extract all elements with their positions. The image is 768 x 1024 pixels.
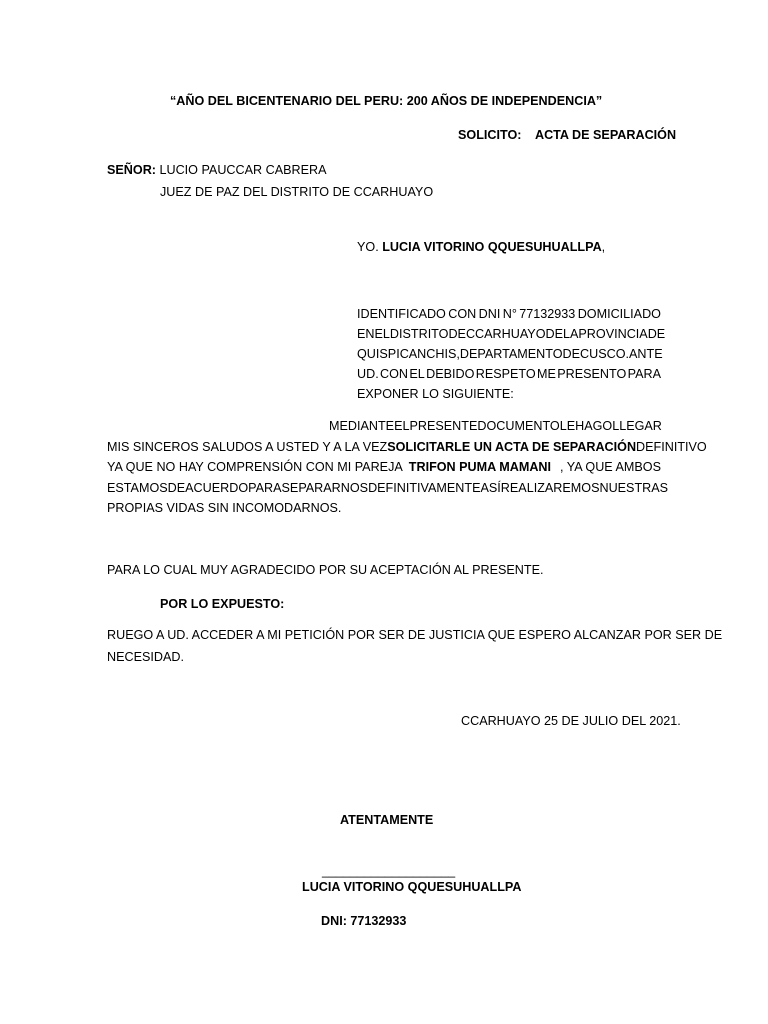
body-text: YA QUE NO HAY COMPRENSIÓN CON MI PAREJA <box>107 460 403 474</box>
body-paragraph <box>107 416 707 519</box>
body-line <box>107 457 661 478</box>
word: EN <box>357 327 375 341</box>
identification-line <box>357 364 661 384</box>
word: ME <box>537 367 556 381</box>
petitioner-name: LUCIA VITORINO QQUESUHUALLPA <box>382 240 602 254</box>
por-lo-expuesto: POR LO EXPUESTO: <box>160 597 285 611</box>
addressee-title: JUEZ DE PAZ DEL DISTRITO DE CCARHUAYO <box>160 185 434 199</box>
intro-comma: , <box>601 240 606 254</box>
signature-line: ___________________ <box>322 864 456 878</box>
identification-line <box>357 344 661 364</box>
word: PARA <box>248 480 282 495</box>
atentamente: ATENTAMENTE <box>340 813 434 827</box>
word: DE <box>167 480 186 495</box>
word: ACUERDO <box>185 480 249 495</box>
word: DEBIDO <box>426 367 475 381</box>
word: QUISPICANCHIS, <box>357 347 460 361</box>
word: DOMICILIADO <box>577 307 661 321</box>
word: ASÍ <box>480 480 501 495</box>
word: DE <box>562 347 581 361</box>
word: ESTAMOS <box>107 480 168 495</box>
word: LLEGAR <box>612 419 662 433</box>
word: PROVINCIA <box>578 327 648 341</box>
body-highlight: SOLICITARLE UN ACTA DE SEPARACIÓN <box>387 439 637 454</box>
word: CCARHUAYO <box>465 327 546 341</box>
identification-line <box>357 324 666 344</box>
word: SEPARARNOS <box>281 480 369 495</box>
body-line <box>107 478 669 499</box>
word: MEDIANTE <box>329 419 395 433</box>
identification-paragraph <box>357 304 666 404</box>
year-motto: “AÑO DEL BICENTENARIO DEL PERU: 200 AÑOS DE INDEPENDENCIA” <box>170 94 603 108</box>
request-line-1: RUEGO A UD. ACCEDER A MI PETICIÓN POR SER DE JUSTICIA QUE ESPERO ALCANZAR POR SER DE <box>107 628 723 642</box>
word: DOCUMENTO <box>477 419 560 433</box>
addressee-label: SEÑOR: <box>107 163 156 177</box>
word: DE <box>647 327 666 341</box>
word: CON <box>380 367 409 381</box>
body-text: MIS SINCEROS SALUDOS A USTED Y A LA VEZ <box>107 439 388 454</box>
body-line <box>329 416 661 437</box>
request-line-2: NECESIDAD. <box>107 650 184 664</box>
word: CON <box>448 307 477 321</box>
word: REALIZAREMOS <box>500 480 600 495</box>
intro-yo: YO. <box>357 240 379 254</box>
word: PRESENTE <box>409 419 478 433</box>
word: PARA <box>627 367 661 381</box>
word: PRESENTO <box>557 367 627 381</box>
thanks-line: PARA LO CUAL MUY AGRADECIDO POR SU ACEPTACIÓN AL PRESENTE. <box>107 563 544 577</box>
body-line: PROPIAS VIDAS SIN INCOMODARNOS. <box>107 501 342 515</box>
word: ANTE <box>629 347 663 361</box>
word: DEPARTAMENTO <box>459 347 563 361</box>
body-text-group <box>409 457 661 478</box>
word: 77132933 <box>519 307 576 321</box>
word: UD. <box>357 367 379 381</box>
word: DISTRITO <box>389 327 449 341</box>
identification-line: EXPONER LO SIGUIENTE: <box>357 387 514 401</box>
body-text: , YA QUE AMBOS <box>559 460 661 474</box>
signer-name: LUCIA VITORINO QQUESUHUALLPA <box>302 880 522 894</box>
solicito-line <box>458 128 676 144</box>
word: EL <box>394 419 410 433</box>
word: DE <box>545 327 563 341</box>
word: EL <box>374 327 390 341</box>
solicito-value: ACTA DE SEPARACIÓN <box>534 128 677 142</box>
solicito-label: SOLICITO: <box>458 128 522 142</box>
body-text: DEFINITIVO <box>636 439 707 454</box>
intro-line <box>357 240 605 256</box>
word: HAGO <box>575 419 613 433</box>
identification-line <box>357 304 661 324</box>
word: LE <box>559 419 576 433</box>
word: CUSCO. <box>580 347 629 361</box>
word: IDENTIFICADO <box>357 307 446 321</box>
addressee-line <box>107 163 327 179</box>
partner-name: TRIFON PUMA MAMANI <box>408 460 552 474</box>
word: DNI <box>478 307 501 321</box>
word: N° <box>502 307 517 321</box>
word: EL <box>409 367 425 381</box>
word: RESPETO <box>475 367 536 381</box>
word: DEFINITIVAMENTE <box>368 480 481 495</box>
addressee-name: LUCIO PAUCCAR CABRERA <box>159 163 327 177</box>
word: LA <box>563 327 579 341</box>
place-date: CCARHUAYO 25 DE JULIO DEL 2021. <box>461 714 681 728</box>
word: DE <box>448 327 466 341</box>
body-line <box>107 437 707 458</box>
word: NUESTRAS <box>599 480 669 495</box>
signer-dni: DNI: 77132933 <box>321 914 407 928</box>
